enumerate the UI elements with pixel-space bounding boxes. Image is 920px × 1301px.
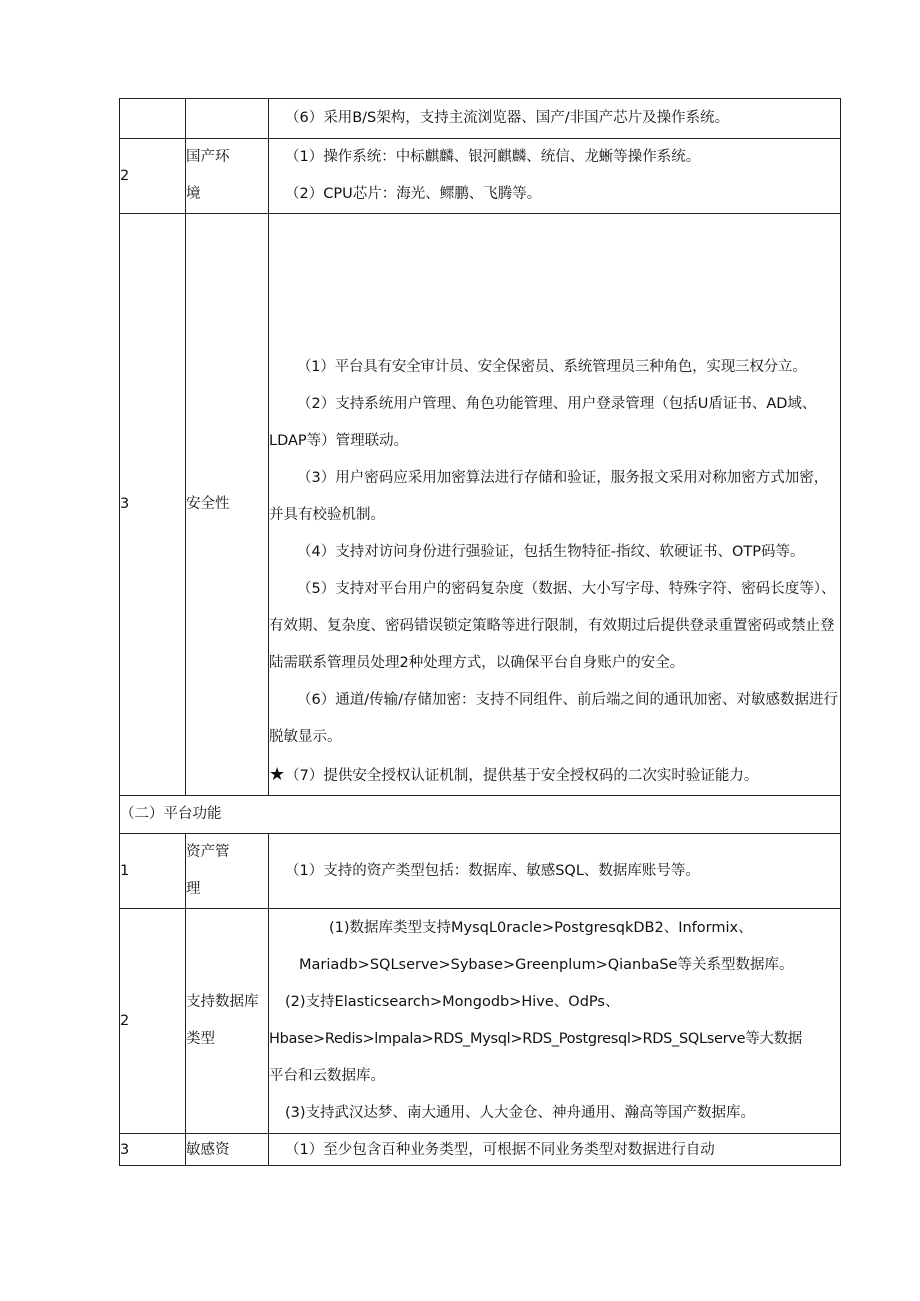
row-name-line: 国产环 (186, 149, 230, 165)
content-paragraph: （6）通道/传输/存储加密：支持不同组件、前后端之间的通讯加密、对敏感数据进行脱敏显示。 (269, 692, 838, 745)
row-name-line: 理 (186, 881, 201, 897)
content-line: (3)支持武汉达梦、南大通用、人大金仓、神舟通用、瀚高等国产数据库。 (285, 1105, 756, 1121)
row-name-line: 境 (186, 186, 201, 202)
table-row (120, 214, 841, 796)
content-line: （6）采用B/S架构，支持主流浏览器、国产/非国产芯片及操作系统。 (285, 110, 730, 126)
row-content (269, 1134, 841, 1166)
row-number (120, 99, 186, 139)
table-row (120, 139, 841, 214)
row-name (186, 834, 269, 909)
row-number: 3 (120, 214, 186, 796)
section-header: （二）平台功能 (120, 796, 841, 834)
content-paragraph: （3）用户密码应采用加密算法进行存储和验证，服务报文采用对称加密方式加密，并具有校验机制。 (269, 470, 829, 523)
content-paragraph: （2）支持系统用户管理、角色功能管理、用户登录管理（包括U盾证书、AD域、LDAP等）管理联动。 (269, 396, 817, 449)
row-name: 敏感资 (186, 1134, 269, 1166)
content-line: （1）支持的资产类型包括：数据库、敏感SQL、数据库账号等。 (285, 862, 700, 879)
table-row (120, 796, 841, 834)
table-row (120, 1134, 841, 1166)
content-line: （1）操作系统：中标麒麟、银河麒麟、统信、龙蜥等操作系统。 (285, 149, 701, 165)
row-content (269, 834, 841, 909)
row-name (186, 99, 269, 139)
row-name (186, 139, 269, 214)
star-line-text: （7）提供安全授权认证机制，提供基于安全授权码的二次实时验证能力。 (285, 768, 759, 784)
row-content (269, 909, 841, 1134)
row-number: 2 (120, 909, 186, 1134)
table-row (120, 99, 841, 139)
row-name: 安全性 (186, 214, 269, 796)
content-line: (1)数据库类型支持MysqL0racle>PostgresqkDB2、Informix、 (329, 920, 753, 936)
row-name-line: 资产管 (186, 844, 230, 860)
row-number: 1 (120, 834, 186, 909)
content-line: 平台和云数据库。 (269, 1068, 385, 1084)
row-content (269, 139, 841, 214)
spec-table (119, 98, 841, 1166)
content-line (269, 756, 840, 795)
star-icon: ★ (269, 764, 286, 785)
table-row (120, 834, 841, 909)
content-paragraph: （5）支持对平台用户的密码复杂度（数据、大小写字母、特殊字符、密码长度等）、有效期、复杂度、密码错误锁定策略等进行限制，有效期过后提供登录重置密码或禁止登陆需联系管理员处理2种处理方式，以确保平台自身账户的安全。 (269, 581, 836, 671)
row-number: 2 (120, 139, 186, 214)
row-content (269, 214, 841, 796)
content-paragraph: （4）支持对访问身份进行强验证，包括生物特征-指纹、软硬证书、OTP码等。 (297, 544, 805, 560)
content-line: Hbase>Redis>lmpala>RDS_Mysql>RDS_Postgresql>RDS_SQLserve等大数据 (269, 1031, 802, 1047)
row-content (269, 99, 841, 139)
row-number: 3 (120, 1134, 186, 1166)
row-name (186, 909, 269, 1134)
content-line: （2）CPU芯片：海光、鳏鹏、飞腾等。 (285, 186, 542, 202)
table-row (120, 909, 841, 1134)
row-name-line: 支持数据库 (186, 994, 259, 1010)
content-line: (2)支持Elasticsearch>Mongodb>Hive、OdPs、 (285, 994, 620, 1010)
content-paragraph: （1）平台具有安全审计员、安全保密员、系统管理员三种角色，实现三权分立。 (297, 359, 807, 375)
content-line: （1）至少包含百种业务类型，可根据不同业务类型对数据进行自动 (285, 1141, 715, 1158)
row-name-line: 类型 (186, 1031, 215, 1047)
content-line: Mariadb>SQLserve>Sybase>Greenplum>QianbaSe等关系型数据库。 (299, 957, 794, 973)
